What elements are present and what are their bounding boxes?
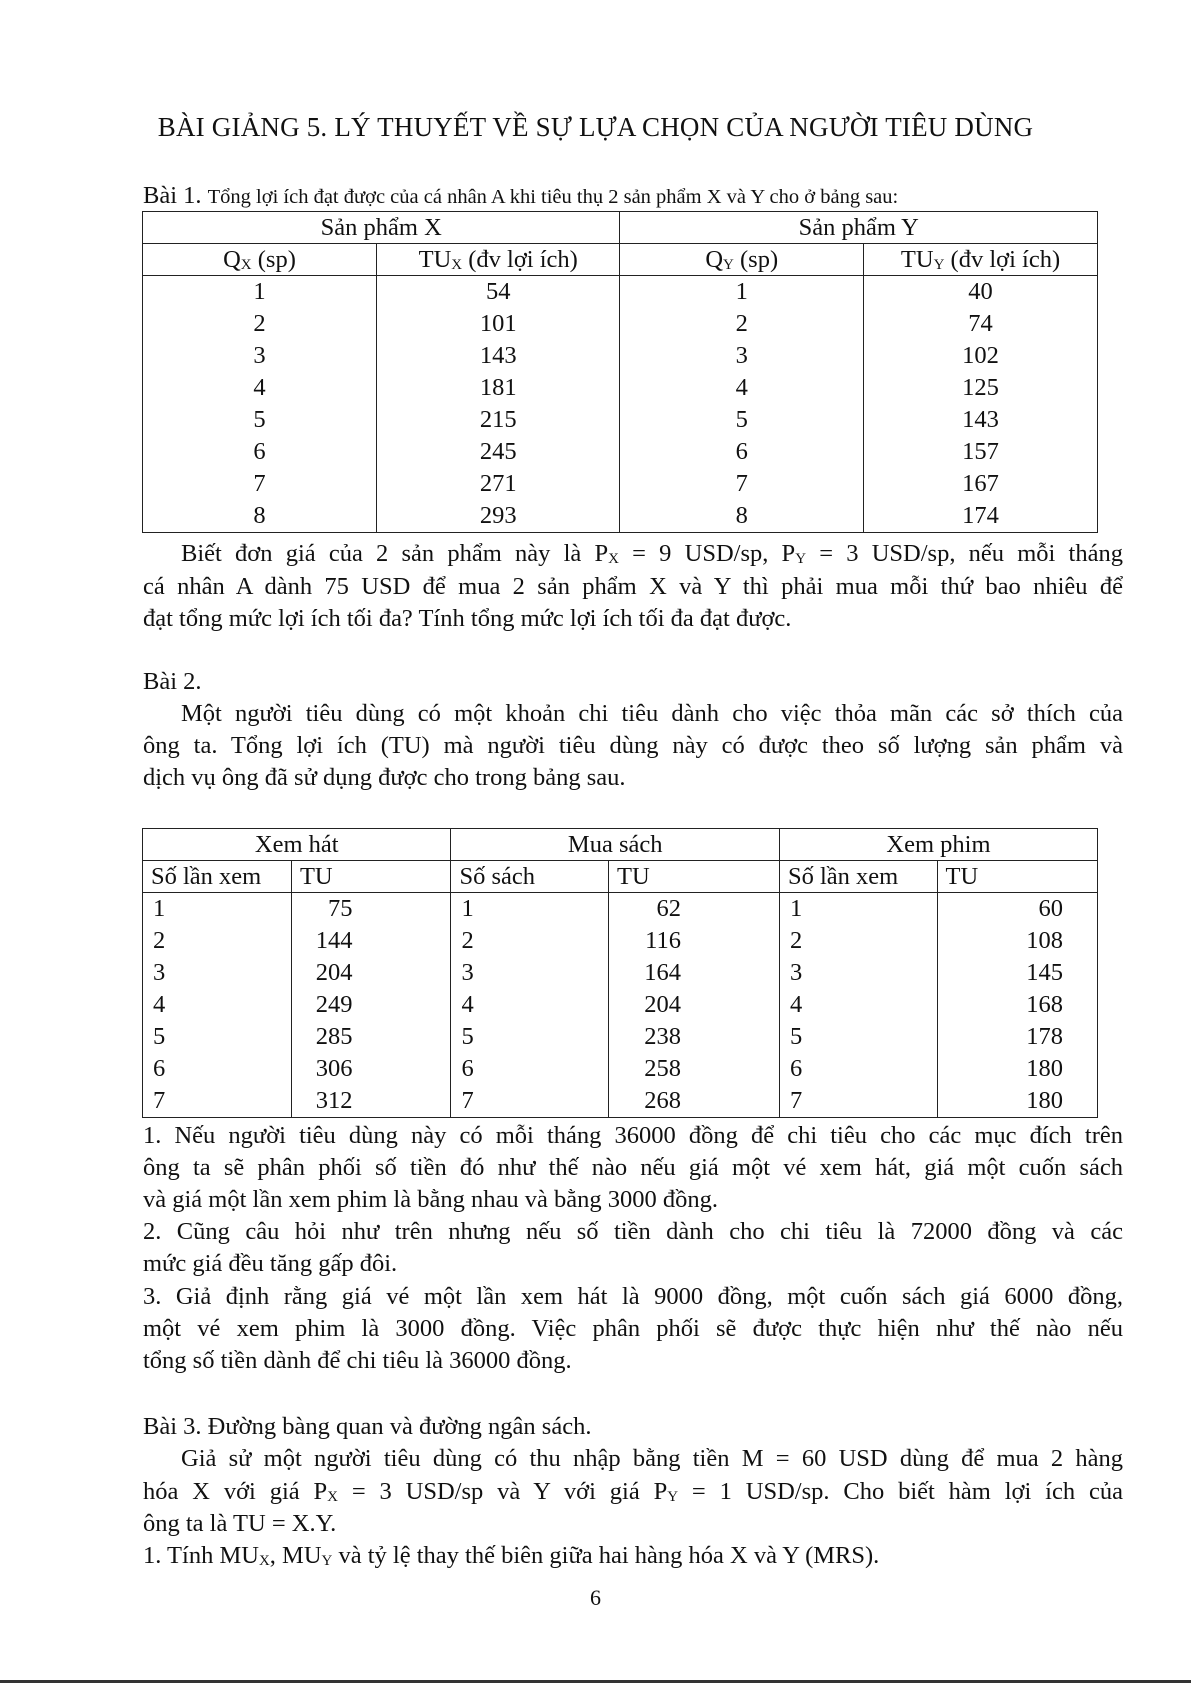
bai2-q3-line3: tổng số tiền dành để chi tiêu là 36000 đồng. (143, 1347, 572, 1374)
cell-tu-phim: 180 (937, 1053, 1097, 1085)
cell-qx: 2 (143, 308, 377, 340)
bai2-q1-line2: ông ta sẽ phân phối số tiền đó như thế nào nếu giá một vé xem hát, giá một cuốn sách (143, 1154, 1123, 1181)
col-header-tu-hat: TU (291, 861, 450, 893)
cell-tux: 181 (376, 372, 620, 404)
col-header-so-sach: Số sách (451, 861, 609, 893)
cell-so-sach: 5 (451, 1021, 609, 1053)
bai3-title: Bài 3. Đường bàng quan và đường ngân sách. (143, 1413, 592, 1440)
bottom-rule (0, 1680, 1191, 1683)
bai2-label: Bài 2. (143, 668, 202, 695)
col-header-tux: $TU_X$ (đv lợi ích) (376, 244, 620, 276)
cell-so-lan-xem-hat: 2 (143, 925, 292, 957)
group-header-mua-sach: Mua sách (451, 829, 780, 861)
cell-qx: 4 (143, 372, 377, 404)
cell-tu-sach: 62 (609, 893, 780, 926)
cell-so-sach: 4 (451, 989, 609, 1021)
cell-tuy: 40 (864, 276, 1098, 309)
cell-tuy: 143 (864, 404, 1098, 436)
bai3-line3: ông ta là TU = X.Y. (143, 1510, 337, 1537)
bai2-intro-line2: ông ta. Tổng lợi ích (TU) mà người tiêu dùng này có được theo số lượng sản phẩm và (143, 732, 1123, 759)
table-row (143, 276, 1098, 309)
cell-so-sach: 3 (451, 957, 609, 989)
cell-so-lan-xem-phim: 5 (779, 1021, 937, 1053)
table-row (143, 404, 1098, 436)
table-row (143, 1053, 1098, 1085)
cell-tu-phim: 180 (937, 1085, 1097, 1118)
cell-tuy: 167 (864, 468, 1098, 500)
cell-tux: 54 (376, 276, 620, 309)
bai1-question-line3: đạt tổng mức lợi ích tối đa? Tính tổng mức lợi ích tối đa đạt được. (143, 605, 792, 632)
col-header-tuy: $TU_Y$ (đv lợi ích) (864, 244, 1098, 276)
cell-qx: 6 (143, 436, 377, 468)
bai2-q3-line1: 3. Giả định rằng giá vé một lần xem hát là 9000 đồng, một cuốn sách giá 6000 đồng, (143, 1283, 1123, 1310)
cell-tu-phim: 60 (937, 893, 1097, 926)
cell-so-lan-xem-phim: 2 (779, 925, 937, 957)
cell-so-lan-xem-hat: 7 (143, 1085, 292, 1118)
cell-tu-hat: 285 (291, 1021, 450, 1053)
table-row (143, 1021, 1098, 1053)
cell-tu-phim: 145 (937, 957, 1097, 989)
bai3-line4: 1. Tính $MU_X$, $MU_Y$ và tỷ lệ thay thế biên giữa hai hàng hóa X và Y (MRS). (143, 1542, 880, 1569)
table-row (143, 468, 1098, 500)
cell-qy: 3 (620, 340, 864, 372)
group-header-xem-hat: Xem hát (143, 829, 451, 861)
col-header-qx: $Q_X$ (sp) (143, 244, 377, 276)
cell-qy: 7 (620, 468, 864, 500)
cell-tu-hat: 306 (291, 1053, 450, 1085)
cell-tu-hat: 144 (291, 925, 450, 957)
bai1-utility-table (142, 211, 1098, 533)
cell-qy: 6 (620, 436, 864, 468)
cell-qx: 8 (143, 500, 377, 533)
bai2-utility-table (142, 828, 1098, 1118)
table-row (143, 372, 1098, 404)
group-header-xem-phim: Xem phim (779, 829, 1097, 861)
cell-tu-hat: 75 (291, 893, 450, 926)
bai2-q1-line3: và giá một lần xem phim là bằng nhau và bằng 3000 đồng. (143, 1186, 718, 1213)
cell-so-lan-xem-phim: 3 (779, 957, 937, 989)
cell-qx: 1 (143, 276, 377, 309)
group-header-y: Sản phẩm Y (620, 212, 1098, 244)
cell-qy: 2 (620, 308, 864, 340)
table-row (143, 893, 1098, 926)
cell-tuy: 157 (864, 436, 1098, 468)
cell-so-lan-xem-phim: 6 (779, 1053, 937, 1085)
col-header-so-lan-xem-hat: Số lần xem (143, 861, 292, 893)
bai1-intro (143, 180, 1123, 213)
group-header-x: Sản phẩm X (143, 212, 620, 244)
cell-tux: 215 (376, 404, 620, 436)
cell-tuy: 174 (864, 500, 1098, 533)
cell-qy: 8 (620, 500, 864, 533)
bai2-intro-line3: dịch vụ ông đã sử dụng được cho trong bảng sau. (143, 764, 626, 791)
cell-tu-sach: 258 (609, 1053, 780, 1085)
cell-tux: 143 (376, 340, 620, 372)
cell-so-lan-xem-hat: 3 (143, 957, 292, 989)
cell-tu-sach: 238 (609, 1021, 780, 1053)
cell-qy: 1 (620, 276, 864, 309)
bai1-label: Bài 1. (143, 182, 202, 209)
col-header-tu-sach: TU (609, 861, 780, 893)
table-row (143, 957, 1098, 989)
col-header-tu-phim: TU (937, 861, 1097, 893)
cell-tu-phim: 108 (937, 925, 1097, 957)
cell-so-lan-xem-hat: 6 (143, 1053, 292, 1085)
cell-qy: 4 (620, 372, 864, 404)
cell-so-sach: 7 (451, 1085, 609, 1118)
cell-tux: 271 (376, 468, 620, 500)
cell-tu-hat: 249 (291, 989, 450, 1021)
table-row (143, 500, 1098, 533)
bai1-question-line1: Biết đơn giá của 2 sản phẩm này là $P_X = 9$ USD/sp, $P_Y = 3$ USD/sp, nếu mỗi tháng (181, 540, 1123, 567)
table-row (143, 1085, 1098, 1118)
cell-tu-phim: 168 (937, 989, 1097, 1021)
cell-so-lan-xem-phim: 4 (779, 989, 937, 1021)
cell-so-sach: 2 (451, 925, 609, 957)
cell-qy: 5 (620, 404, 864, 436)
cell-qx: 7 (143, 468, 377, 500)
table-row (143, 308, 1098, 340)
cell-qx: 5 (143, 404, 377, 436)
cell-tuy: 125 (864, 372, 1098, 404)
bai3-line2: hóa X với giá $P_X = 3$ USD/sp và Y với giá $P_Y = 1$ USD/sp. Cho biết hàm lợi ích của (143, 1478, 1123, 1505)
bai2-q2-line2: mức giá đều tăng gấp đôi. (143, 1250, 398, 1277)
cell-so-lan-xem-hat: 1 (143, 893, 292, 926)
cell-tu-sach: 116 (609, 925, 780, 957)
bai3-line1: Giả sử một người tiêu dùng có thu nhập bằng tiền M = 60 USD dùng để mua 2 hàng (181, 1445, 1123, 1472)
cell-so-sach: 1 (451, 893, 609, 926)
page-number: 6 (590, 1585, 601, 1610)
col-header-qy: $Q_Y$ (sp) (620, 244, 864, 276)
table-row (143, 436, 1098, 468)
cell-qx: 3 (143, 340, 377, 372)
table-row (143, 989, 1098, 1021)
cell-tuy: 74 (864, 308, 1098, 340)
bai2-q1-line1: 1. Nếu người tiêu dùng này có mỗi tháng 36000 đồng để chi tiêu cho các mục đích trên (143, 1122, 1123, 1149)
cell-so-lan-xem-hat: 5 (143, 1021, 292, 1053)
cell-tu-sach: 268 (609, 1085, 780, 1118)
cell-tuy: 102 (864, 340, 1098, 372)
cell-so-lan-xem-hat: 4 (143, 989, 292, 1021)
page-title: BÀI GIẢNG 5. LÝ THUYẾT VỀ SỰ LỰA CHỌN CỦA NGƯỜI TIÊU DÙNG (157, 112, 1034, 142)
cell-so-lan-xem-phim: 7 (779, 1085, 937, 1118)
cell-tux: 245 (376, 436, 620, 468)
cell-tu-hat: 312 (291, 1085, 450, 1118)
bai2-q3-line2: một vé xem phim là 3000 đồng. Việc phân phối sẽ được thực hiện như thế nào nếu (143, 1315, 1123, 1342)
table-row (143, 925, 1098, 957)
cell-tux: 101 (376, 308, 620, 340)
table-row (143, 340, 1098, 372)
cell-tu-sach: 164 (609, 957, 780, 989)
bai2-q2-line1: 2. Cũng câu hỏi như trên nhưng nếu số tiền dành cho chi tiêu là 72000 đồng và các (143, 1218, 1123, 1245)
bai2-intro-line1: Một người tiêu dùng có một khoản chi tiêu dành cho việc thỏa mãn các sở thích của (181, 700, 1123, 727)
bai1-intro-text: Tổng lợi ích đạt được của cá nhân A khi tiêu thụ 2 sản phẩm X và Y cho ở bảng sau: (207, 186, 899, 208)
cell-tux: 293 (376, 500, 620, 533)
cell-tu-phim: 178 (937, 1021, 1097, 1053)
cell-tu-sach: 204 (609, 989, 780, 1021)
cell-so-lan-xem-phim: 1 (779, 893, 937, 926)
bai1-question-line2: cá nhân A dành 75 USD để mua 2 sản phẩm X và Y thì phải mua mỗi thứ bao nhiêu để (143, 573, 1123, 600)
col-header-so-lan-xem-phim: Số lần xem (779, 861, 937, 893)
cell-tu-hat: 204 (291, 957, 450, 989)
cell-so-sach: 6 (451, 1053, 609, 1085)
